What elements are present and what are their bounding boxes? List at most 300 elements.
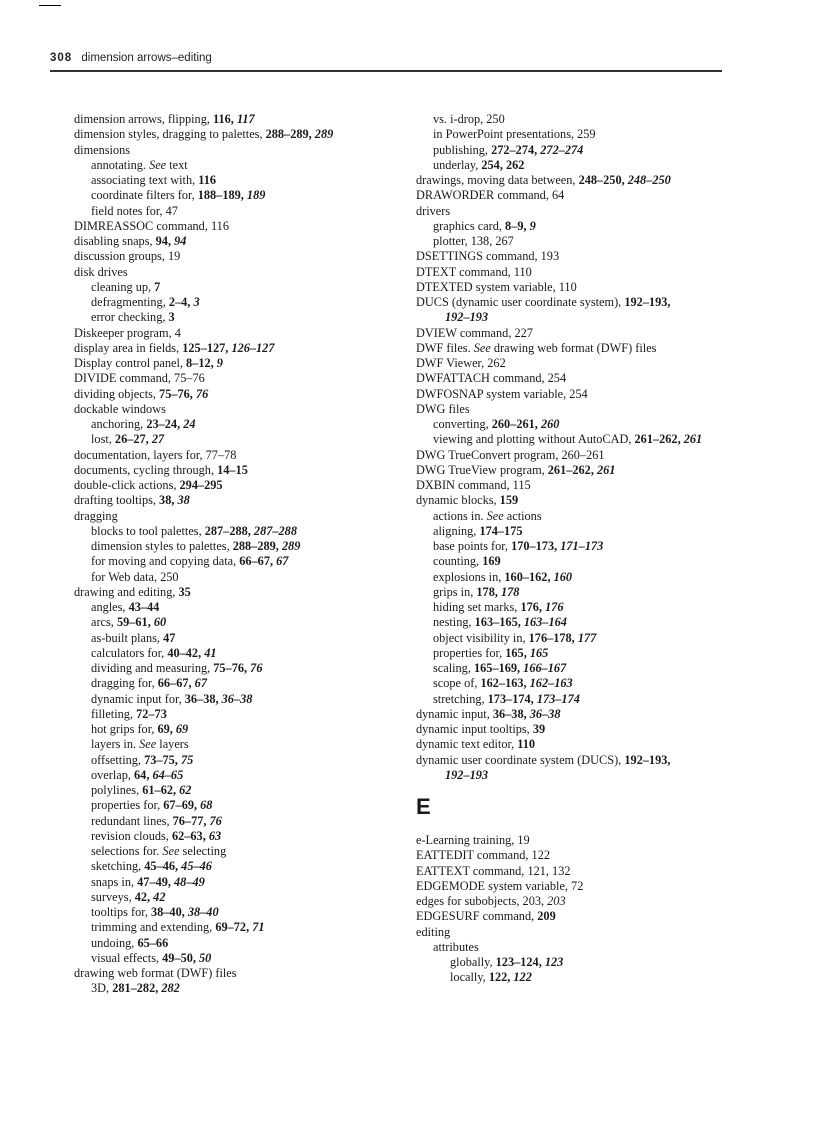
index-entry [416, 879, 746, 894]
entry-text: edges for subobjects, 203, [416, 894, 548, 908]
entry-text: dividing objects, [74, 386, 160, 401]
entry-text: surveys, [91, 889, 135, 904]
index-entry [74, 326, 404, 341]
index-entry [416, 295, 746, 310]
entry-text: globally, [450, 955, 496, 969]
entry-text: filleting, [91, 706, 137, 721]
page-reference: 173–174 [536, 691, 580, 706]
entry-text: offsetting, [91, 752, 145, 767]
entry-text: dimension arrows, flipping, [74, 112, 214, 126]
page-reference: 166–167 [523, 661, 567, 675]
index-entry [74, 234, 404, 249]
index-subentry [416, 615, 746, 630]
page-reference: 38, [159, 493, 178, 508]
entry-text: cleaning up, [91, 279, 155, 294]
page-reference: 36–38 [221, 691, 253, 706]
index-subentry [74, 798, 404, 813]
page-reference: 209 [537, 909, 556, 924]
entry-text: DWF Viewer, 262 [416, 356, 506, 370]
index-subentry [74, 188, 404, 203]
page-reference: 65–66 [137, 935, 169, 950]
entry-text: drafting tooltips, [74, 493, 160, 508]
entry-text: documentation, layers for, 77–78 [74, 447, 237, 462]
page-reference: 9 [529, 218, 536, 233]
entry-text: e-Learning training, 19 [416, 833, 530, 847]
entry-text: DWFATTACH command, 254 [416, 371, 567, 386]
page-reference: 26–27, [114, 432, 152, 447]
index-subentry [74, 692, 404, 707]
index-entry [416, 707, 746, 722]
page-reference: 3 [193, 295, 200, 309]
index-entry [416, 188, 746, 203]
index-entry [74, 966, 404, 981]
page-reference: 126–127 [231, 340, 275, 355]
page-reference: 75–76, [159, 386, 196, 401]
page-reference: 163–165, [474, 615, 524, 630]
page-reference: 160 [553, 569, 573, 584]
page-reference: 41 [204, 645, 217, 660]
entry-text: field notes for, 47 [91, 203, 178, 218]
page-reference: 9 [216, 356, 223, 370]
page-reference: 62 [179, 783, 192, 797]
entry-text: overlap, [91, 767, 135, 782]
entry-text: DWF files. [416, 340, 474, 355]
page-reference: 261 [683, 432, 703, 447]
entry-text: drawing web format (DWF) files [74, 966, 237, 980]
page-reference: 287–288 [253, 523, 297, 538]
entry-text: DWFOSNAP system variable, 254 [416, 386, 588, 401]
entry-text: properties for, [91, 798, 164, 813]
index-subentry [416, 417, 746, 432]
index-subentry [416, 158, 746, 173]
index-subentry [416, 676, 746, 691]
page-number: 308 [50, 52, 73, 64]
page-reference: 3 [168, 310, 175, 325]
page-reference: 2–4, [168, 295, 194, 309]
index-subentry [416, 127, 746, 142]
entry-text: double-click actions, [74, 478, 180, 492]
page-reference: 254, 262 [481, 157, 525, 172]
entry-text: DIVIDE command, 75–76 [74, 371, 205, 386]
page-reference: See [162, 844, 180, 858]
entry-text: DTEXT command, 110 [416, 264, 532, 279]
index-entry [416, 448, 746, 463]
index-subentry [74, 737, 404, 752]
page-reference: 24 [183, 417, 196, 431]
index-entry [416, 833, 746, 848]
page-reference: 76 [195, 386, 209, 401]
page-reference: 42 [153, 889, 166, 904]
page-reference: 163–164 [523, 615, 567, 630]
index-entry [74, 143, 404, 158]
crop-mark [39, 5, 61, 6]
index-subentry [74, 707, 404, 722]
index-subentry [74, 981, 404, 996]
index-subentry [74, 890, 404, 905]
page-reference: 69, [157, 722, 176, 736]
index-subentry [74, 554, 404, 569]
index-entry [416, 326, 746, 341]
page-reference: 75–76, [213, 661, 251, 675]
index-entry [416, 753, 746, 768]
page-reference: 287–288, [204, 523, 254, 538]
index-column-left [74, 112, 404, 997]
page-reference: 42, [134, 889, 154, 904]
page-reference: 61–62, [142, 783, 180, 797]
page-reference: 71 [252, 920, 265, 935]
index-subentry [74, 951, 404, 966]
entry-text: DWG files [416, 401, 470, 416]
page-reference: 178 [500, 584, 520, 599]
page-reference: 260 [540, 417, 560, 431]
index-entry [74, 585, 404, 600]
entry-text: discussion groups, 19 [74, 249, 181, 264]
index-subentry [416, 219, 746, 234]
entry-text: 3D, [91, 981, 113, 996]
page-reference: 260–261, [491, 417, 541, 431]
index-entry [74, 356, 404, 371]
running-header [50, 52, 722, 70]
index-subentry [74, 920, 404, 935]
page-reference: 165 [529, 645, 549, 660]
entry-text: object visibility in, [433, 630, 529, 645]
entry-text: disabling snaps, [74, 234, 156, 248]
entry-text: dynamic text editor, [416, 737, 518, 752]
entry-text: hot grips for, [91, 722, 158, 736]
page-reference: 272–274 [540, 142, 584, 157]
index-entry [416, 402, 746, 417]
index-entry [416, 204, 746, 219]
entry-text: DUCS (dynamic user coordinate system), [416, 295, 625, 309]
page-reference: 8–9, [505, 218, 530, 233]
index-entry [416, 280, 746, 295]
entry-text: DXBIN command, 115 [416, 478, 531, 492]
page-reference: 38–40, [150, 905, 188, 919]
entry-text: angles, [91, 600, 129, 614]
entry-text: calculators for, [91, 645, 168, 660]
entry-text: redundant lines, [91, 813, 173, 828]
index-entry [416, 737, 746, 752]
entry-text: as-built plans, [91, 630, 164, 645]
entry-text: viewing and plotting without AutoCAD, [433, 432, 635, 447]
page-reference: 66–67, [239, 554, 277, 569]
entry-text: dockable windows [74, 401, 166, 416]
entry-text: EDGEMODE system variable, 72 [416, 878, 584, 893]
entry-text: drawing web format (DWF) files [490, 340, 657, 355]
index-subentry [416, 768, 746, 783]
index-entry [416, 864, 746, 879]
entry-text: for Web data, 250 [91, 569, 179, 584]
entry-text: DTEXTED system variable, 110 [416, 279, 577, 294]
page-reference: 23–24, [146, 417, 184, 431]
entry-text: dragging for, [91, 676, 158, 691]
index-subentry [416, 940, 746, 955]
index-entry [74, 478, 404, 493]
index-entry [416, 371, 746, 386]
section-letter-heading [416, 783, 746, 827]
index-entry [416, 925, 746, 940]
entry-text: actions [503, 508, 542, 523]
page-reference: 14–15 [217, 462, 248, 477]
page-reference: 68 [200, 798, 213, 813]
entry-text: arcs, [91, 615, 117, 630]
index-subentry [74, 204, 404, 219]
index-entry [74, 448, 404, 463]
entry-text: layers in. [91, 737, 140, 752]
entry-text: associating text with, [91, 173, 199, 187]
page-reference: 63 [208, 828, 222, 843]
entry-text: editing [416, 924, 451, 939]
entry-text: dimensions [74, 142, 131, 157]
index-subentry [74, 844, 404, 859]
index-entry [74, 463, 404, 478]
index-subentry [74, 814, 404, 829]
entry-text: EATTEDIT command, 122 [416, 848, 550, 863]
entry-text: EATTEXT command, 121, 132 [416, 863, 571, 878]
page-reference: 39 [532, 722, 546, 736]
page-reference: 192–193, [624, 752, 671, 767]
entry-text: revision clouds, [91, 828, 172, 843]
entry-text: scope of, [433, 676, 481, 691]
entry-text: anchoring, [91, 417, 147, 431]
page-reference: 38–40 [187, 905, 219, 919]
entry-text: drawings, moving data between, [416, 173, 579, 187]
page-reference: 294–295 [179, 478, 223, 492]
entry-text: blocks to tool palettes, [91, 523, 205, 538]
entry-text: nesting, [433, 615, 475, 630]
index-subentry [74, 615, 404, 630]
entry-text: polylines, [91, 783, 143, 797]
index-subentry [74, 524, 404, 539]
index-subentry [416, 112, 746, 127]
entry-text: annotating. [91, 157, 150, 172]
entry-text: properties for, [433, 645, 506, 660]
page-reference: 170–173, [511, 539, 561, 553]
index-subentry [74, 646, 404, 661]
page-reference: 64–65 [152, 767, 184, 782]
index-subentry [74, 417, 404, 432]
entry-text: layers [156, 737, 189, 752]
entry-text: stretching, [433, 691, 488, 706]
page-reference: 45–46 [181, 859, 212, 874]
page-reference: 188–189, [197, 188, 247, 203]
entry-text: hiding set marks, [433, 600, 521, 614]
page-reference: 123–124, [495, 955, 545, 969]
page-reference: 281–282, [112, 981, 162, 996]
page-reference: 176–178, [528, 630, 578, 645]
header-rule [50, 70, 722, 72]
page-reference: 94 [174, 234, 187, 248]
entry-text: base points for, [433, 539, 512, 553]
running-head: dimension arrows–editing [81, 52, 212, 64]
index-subentry [74, 631, 404, 646]
entry-text: E [416, 794, 431, 819]
index-subentry [74, 676, 404, 691]
page-reference: 176, [520, 600, 546, 614]
page-reference: 67 [276, 554, 289, 569]
index-subentry [74, 753, 404, 768]
index-subentry [416, 143, 746, 158]
entry-text: dragging [74, 508, 118, 523]
page-reference: 165, [505, 645, 530, 660]
entry-text: scaling, [433, 661, 474, 675]
entry-text: Diskeeper program, 4 [74, 325, 181, 340]
page-reference: 36–38, [492, 706, 530, 721]
index-entry [416, 463, 746, 478]
entry-text: visual effects, [91, 950, 163, 965]
index-subentry [74, 539, 404, 554]
entry-text: publishing, [433, 142, 492, 157]
entry-text: EDGESURF command, [416, 909, 538, 924]
index-subentry [416, 539, 746, 554]
page-reference: 189 [246, 188, 266, 203]
index-entry [74, 509, 404, 524]
page-reference: 7 [154, 279, 161, 294]
page-reference: 67 [194, 676, 207, 691]
index-entry [74, 387, 404, 402]
page-reference: 192–193, [624, 295, 671, 309]
entry-text: attributes [433, 939, 479, 954]
index-entry [416, 848, 746, 863]
page-reference: 248–250, [578, 173, 628, 187]
entry-text: aligning, [433, 523, 480, 538]
index-subentry [74, 661, 404, 676]
page-reference: 47–49, [137, 874, 175, 889]
page-reference: 282 [161, 981, 180, 996]
page-reference: See [149, 157, 167, 172]
page-reference: 36–38, [184, 691, 222, 706]
page-reference: 116 [198, 173, 217, 187]
entry-text: explosions in, [433, 569, 505, 584]
index-subentry [416, 692, 746, 707]
page-reference: 174–175 [479, 523, 523, 538]
page-reference: 40–42, [167, 645, 205, 660]
page-reference: 173–174, [487, 691, 537, 706]
page-reference: 169 [482, 554, 501, 569]
entry-text: display area in fields, [74, 340, 183, 355]
page-reference: 73–75, [144, 752, 181, 767]
page-reference: 76 [250, 661, 263, 675]
page-reference: 176 [545, 600, 564, 614]
entry-text: snaps in, [91, 874, 138, 889]
index-subentry [416, 631, 746, 646]
page-reference: 203 [547, 894, 566, 908]
entry-text: DWG TrueConvert program, 260–261 [416, 447, 605, 462]
index-entry [416, 341, 746, 356]
page-reference: 8–12, [186, 356, 217, 370]
entry-text: grips in, [433, 584, 477, 599]
page-reference: 47 [163, 630, 176, 645]
entry-text: lost, [91, 432, 115, 447]
index-subentry [74, 829, 404, 844]
page-reference: 48–49 [174, 874, 205, 889]
index-subentry [416, 661, 746, 676]
index-entry [74, 371, 404, 386]
entry-text: underlay, [433, 157, 482, 172]
entry-text: plotter, 138, 267 [433, 234, 514, 248]
index-subentry [74, 875, 404, 890]
entry-text: actions in. [433, 508, 487, 523]
entry-text: coordinate filters for, [91, 188, 198, 203]
entry-text: DVIEW command, 227 [416, 325, 533, 340]
index-subentry [416, 646, 746, 661]
index-entry [74, 112, 404, 127]
page-reference: 159 [499, 493, 519, 508]
entry-text: error checking, [91, 310, 169, 325]
page-reference: 288–289, [232, 539, 282, 553]
page-reference: 45–46, [144, 859, 182, 874]
index-subentry [74, 310, 404, 325]
page-reference: 289 [314, 127, 334, 142]
entry-text: documents, cycling through, [74, 462, 218, 477]
page-reference: 178, [476, 584, 501, 599]
page-reference: 60 [153, 615, 167, 630]
index-subentry [416, 509, 746, 524]
index-subentry [74, 722, 404, 737]
page-reference: 64, [134, 767, 153, 782]
page-reference: 35 [178, 584, 191, 599]
index-entry [416, 173, 746, 188]
index-entry [74, 341, 404, 356]
index-subentry [74, 859, 404, 874]
index-entry [416, 265, 746, 280]
page-reference: 117 [236, 112, 255, 126]
index-subentry [74, 936, 404, 951]
entry-text: DRAWORDER command, 64 [416, 188, 565, 203]
page-reference: 122 [513, 970, 532, 985]
index-entry [416, 493, 746, 508]
entry-text: undoing, [91, 935, 138, 950]
page-reference: 66–67, [157, 676, 195, 691]
entry-text: sketching, [91, 859, 145, 874]
index-entry [416, 478, 746, 493]
index-subentry [416, 554, 746, 569]
index-column-right [416, 112, 746, 986]
entry-text: locally, [450, 970, 489, 985]
page-reference: 76 [209, 813, 222, 828]
page-reference: 69–72, [215, 920, 253, 935]
entry-text: selecting [179, 844, 227, 858]
page-reference: 59–61, [116, 615, 154, 630]
entry-text: vs. i-drop, 250 [433, 112, 505, 126]
entry-text: DSETTINGS command, 193 [416, 249, 560, 264]
index-subentry [74, 173, 404, 188]
page-reference: 36–38 [529, 706, 561, 721]
page-reference: 69 [175, 722, 189, 736]
page-reference: 162–163 [529, 676, 573, 691]
index-entry [74, 249, 404, 264]
page-reference: 162–163, [480, 676, 530, 691]
page-reference: 67–69, [163, 798, 201, 813]
page-reference: 72–73 [136, 706, 167, 721]
index-subentry [416, 600, 746, 615]
entry-text: trimming and extending, [91, 920, 216, 935]
page-reference: 94, [155, 234, 175, 248]
index-entry [416, 249, 746, 264]
entry-text: defragmenting, [91, 295, 169, 309]
page-reference: 110 [517, 737, 536, 752]
entry-text: dynamic input, [416, 706, 493, 721]
index-subentry [74, 280, 404, 295]
entry-text: dynamic input for, [91, 691, 185, 706]
entry-text: dynamic input tooltips, [416, 722, 533, 736]
page-reference: 160–162, [504, 569, 554, 584]
entry-text: for moving and copying data, [91, 554, 240, 569]
page-reference: 62–63, [171, 828, 209, 843]
index-subentry [416, 585, 746, 600]
page-reference: 116, [213, 112, 237, 126]
index-subentry [74, 158, 404, 173]
